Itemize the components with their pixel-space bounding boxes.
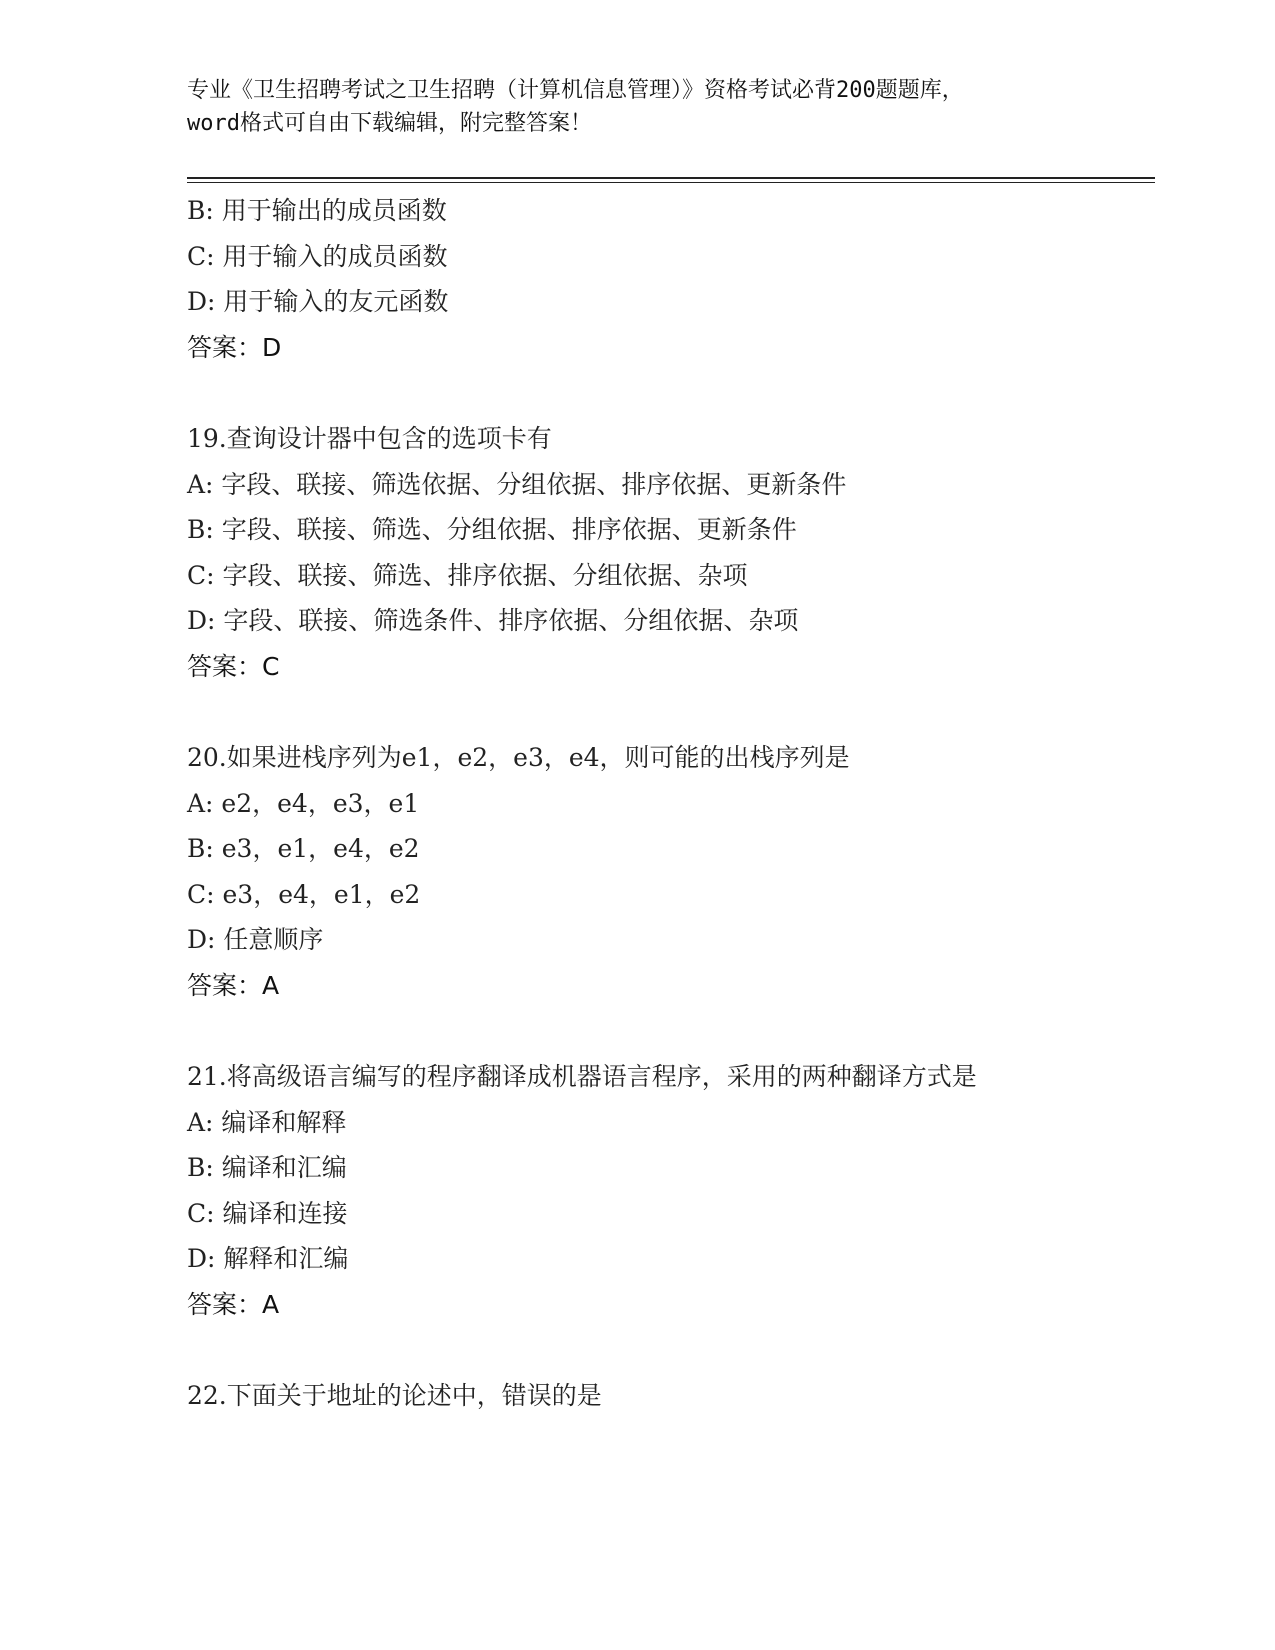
question-22 [187,1373,1087,1419]
question-gap [187,689,1087,735]
header-title-line-2: word格式可自由下载编辑，附完整答案！ [187,111,592,136]
option-a: A: 编译和解释 [187,1107,347,1137]
option-c: C: 用于输入的成员函数 [187,241,448,271]
question-stem: 20.如果进栈序列为e1，e2，e3，e4，则可能的出栈序列是 [187,743,850,772]
document-header [187,74,1087,140]
answer-line: 答案：C [187,651,280,681]
question-21 [187,1054,1087,1327]
option-d: D: 任意顺序 [187,925,324,954]
question-20 [187,735,1087,1008]
option-d: D: 字段、联接、筛选条件、排序依据、分组依据、杂项 [187,606,799,635]
answer-line: 答案：D [187,332,282,362]
question-stem: 21.将高级语言编写的程序翻译成机器语言程序，采用的两种翻译方式是 [187,1062,977,1091]
header-divider [187,177,1155,183]
question-stem: 22.下面关于地址的论述中，错误的是 [187,1381,602,1410]
question-list [187,188,1087,1419]
option-a: A: 字段、联接、筛选依据、分组依据、排序依据、更新条件 [187,469,847,499]
option-c: C: 字段、联接、筛选、排序依据、分组依据、杂项 [187,560,748,590]
option-c: C: e3，e4，e1，e2 [187,879,421,909]
question-19 [187,416,1087,689]
option-c: C: 编译和连接 [187,1198,348,1228]
answer-line: 答案：A [187,970,280,1000]
option-d: D: 用于输入的友元函数 [187,287,449,316]
question-gap [187,1008,1087,1054]
option-a: A: e2，e4，e3，e1 [187,788,420,818]
option-b: B: e3，e1，e4，e2 [187,834,420,863]
question-gap [187,1327,1087,1373]
option-b: B: 用于输出的成员函数 [187,196,447,225]
question-18-continued [187,188,1087,370]
option-b: B: 字段、联接、筛选、分组依据、排序依据、更新条件 [187,515,797,544]
question-stem: 19.查询设计器中包含的选项卡有 [187,424,552,453]
question-gap [187,370,1087,416]
answer-line: 答案：A [187,1289,280,1319]
option-d: D: 解释和汇编 [187,1244,349,1273]
header-title-line-1: 专业《卫生招聘考试之卫生招聘（计算机信息管理）》资格考试必背200题题库， [187,78,964,103]
option-b: B: 编译和汇编 [187,1153,347,1182]
